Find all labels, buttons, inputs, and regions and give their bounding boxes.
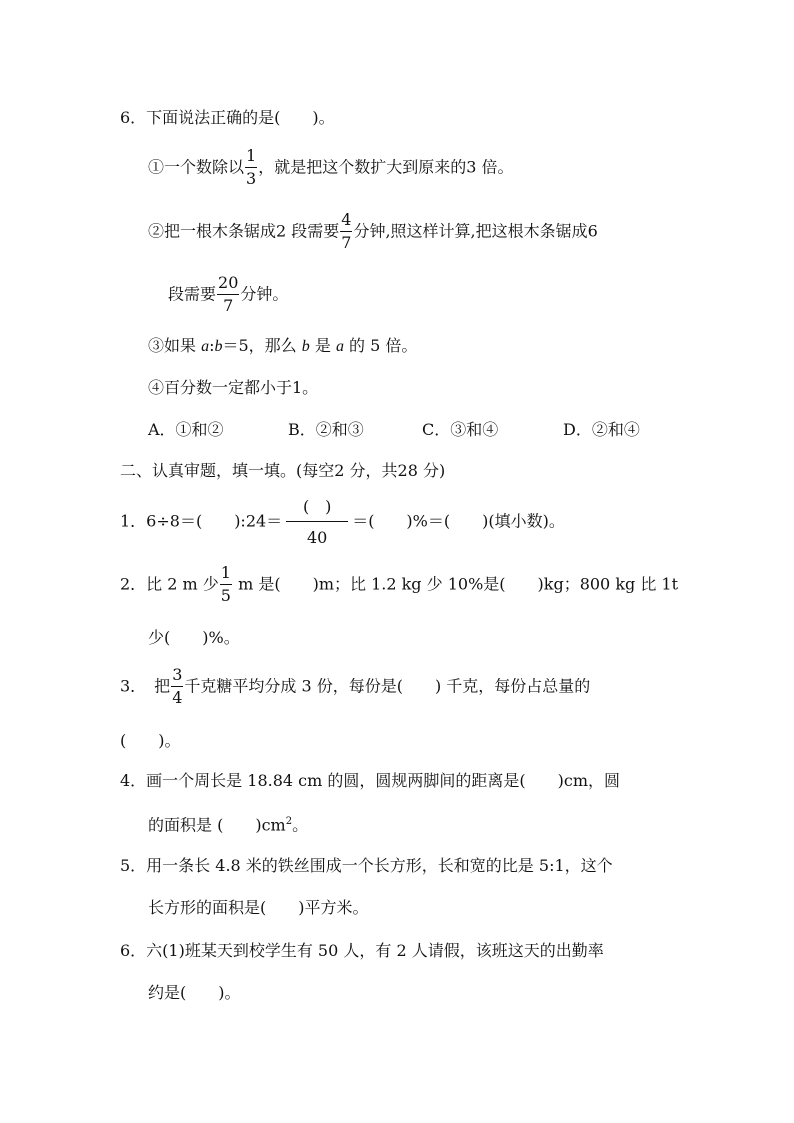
- problem-5: 5．用一条长 4.8 米的铁丝围成一个长方形，长和宽的比是 5:1，这个: [120, 856, 613, 875]
- fraction-numerator: 1: [220, 565, 232, 585]
- problem-3-text-a: 3． 把: [120, 676, 171, 696]
- statement-2-text-d: 分钟。: [240, 284, 289, 304]
- fraction-blank-over-40: [286, 498, 348, 546]
- problem-2-continued: 少( )%。: [148, 628, 240, 647]
- problem-4-text-b: 的面积是 ( )cm: [148, 815, 286, 835]
- fraction-denominator: 7: [223, 295, 234, 315]
- problem-3-text-b: 千克糖平均分成 3 份，每份是( ) 千克，每份占总量的: [184, 676, 591, 696]
- fraction-denominator: 40: [307, 527, 328, 547]
- var-a: a: [201, 338, 210, 355]
- statement-2-text-b: 分钟,照这样计算,把这根木条锯成6: [353, 221, 598, 241]
- statement-3-text-a: ③如果: [148, 336, 202, 355]
- fraction-denominator: 7: [341, 232, 352, 252]
- problem-3-continued: ( )。: [120, 731, 181, 750]
- problem-1: [120, 498, 565, 546]
- statement-3-text-c: 是: [309, 336, 336, 355]
- problem-2-text-b: m 是( )m；比 1.2 kg 少 10%是( )kg；800 kg 比 1t: [232, 574, 679, 594]
- fraction-numerator: 1: [245, 148, 257, 168]
- var-a: a: [335, 338, 344, 355]
- problem-4-text-c: 。: [292, 815, 309, 835]
- fraction-4-7: [340, 212, 352, 252]
- option-d: D．②和④: [563, 420, 640, 439]
- superscript-2: 2: [285, 816, 293, 827]
- section-2-title: 二、认真审题，填一填。(每空2 分，共28 分): [120, 461, 446, 480]
- fraction-numerator: 3: [171, 667, 183, 687]
- var-b: b: [301, 338, 310, 355]
- problem-1-text-a: 1．6÷8＝( ):24＝: [120, 511, 283, 531]
- statement-2-continued: [168, 275, 288, 315]
- fraction-1-3: [245, 148, 257, 188]
- fraction-20-7: [217, 275, 239, 315]
- fraction-numerator: 20: [217, 275, 239, 295]
- problem-2-text-a: 2．比 2 m 少: [120, 574, 219, 594]
- statement-2-text-a: ②把一根木条锯成2 段需要: [148, 221, 340, 241]
- fraction-numerator-blank: ( ): [286, 498, 348, 522]
- option-c: C．③和④: [422, 420, 499, 439]
- problem-4: 4．画一个周长是 18.84 cm 的圆，圆规两脚间的距离是( )cm，圆: [120, 771, 620, 790]
- fraction-denominator: 3: [246, 168, 257, 188]
- fraction-1-5: [220, 565, 232, 605]
- fraction-denominator: 5: [220, 585, 231, 605]
- statement-1: [148, 148, 513, 188]
- statement-4: ④百分数一定都小于1。: [148, 378, 319, 397]
- statement-3-text-d: 的 5 倍。: [343, 336, 418, 355]
- statement-1-text-b: ，就是把这个数扩大到原来的3 倍。: [258, 157, 514, 177]
- problem-6-continued: 约是( )。: [148, 983, 241, 1002]
- problem-2: [120, 565, 678, 605]
- statement-3: [148, 338, 417, 355]
- var-b: b: [214, 338, 223, 355]
- fraction-numerator: 4: [340, 212, 352, 232]
- statement-2-text-c: 段需要: [168, 284, 217, 304]
- problem-5-continued: 长方形的面积是( )平方米。: [148, 898, 369, 917]
- option-b: B．②和③: [288, 420, 364, 439]
- option-a: A．①和②: [148, 420, 224, 439]
- problem-1-text-b: ＝( )%＝( )(填小数)。: [352, 511, 565, 531]
- statement-1-text-a: ①一个数除以: [148, 157, 245, 177]
- statement-3-text-b: ＝5，那么: [222, 336, 302, 355]
- fraction-denominator: 4: [172, 687, 183, 707]
- problem-6: 6．六(1)班某天到校学生有 50 人，有 2 人请假，该班这天的出勤率: [120, 941, 604, 960]
- ratio-colon: :: [209, 336, 215, 355]
- problem-3: [120, 667, 590, 707]
- question-6-stem: 6．下面说法正确的是( )。: [120, 108, 335, 127]
- statement-2: [148, 212, 598, 252]
- fraction-3-4: [171, 667, 183, 707]
- problem-4-continued: [148, 817, 308, 833]
